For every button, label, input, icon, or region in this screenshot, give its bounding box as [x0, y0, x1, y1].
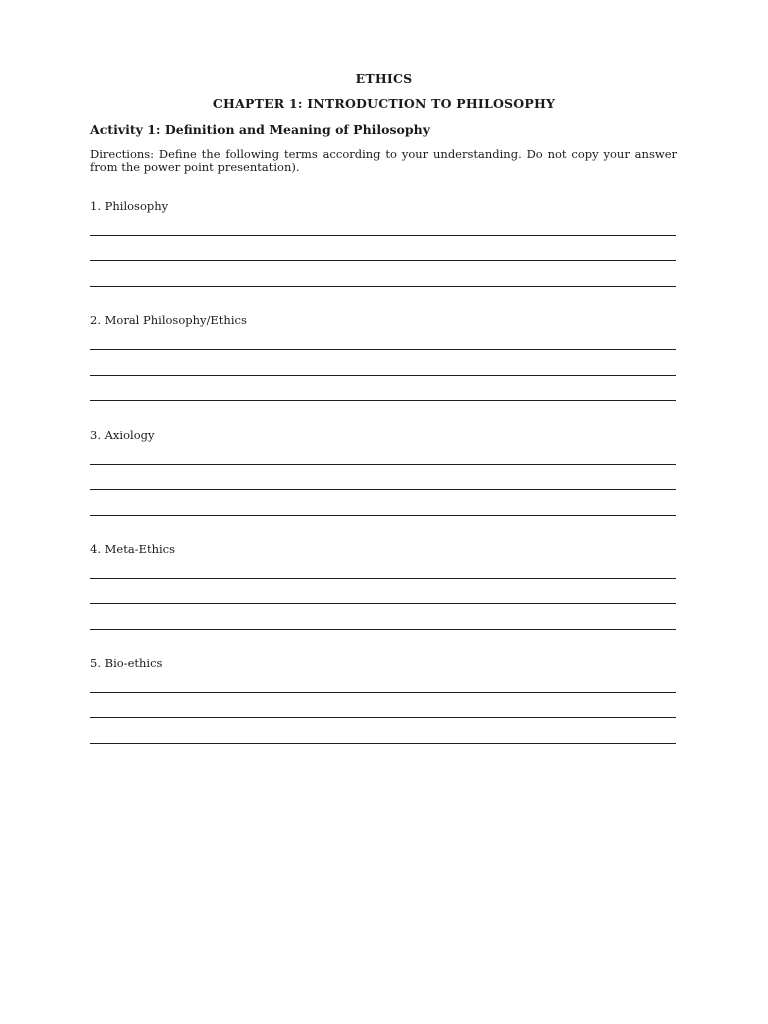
activity-heading: Activity 1: Definition and Meaning of Philosophy — [90, 122, 430, 137]
answer-line[interactable] — [90, 489, 676, 490]
chapter-heading: CHAPTER 1: INTRODUCTION TO PHILOSOPHY — [212, 96, 556, 111]
item-label-moral-philosophy: 2. Moral Philosophy/Ethics — [90, 313, 247, 327]
answer-line[interactable] — [90, 603, 676, 604]
answer-line[interactable] — [90, 578, 676, 579]
answer-line[interactable] — [90, 515, 676, 516]
directions-text: Directions: Define the following terms according to your understanding. Do not copy your answer from the power point presentation). — [90, 147, 677, 174]
answer-line[interactable] — [90, 692, 676, 693]
item-label-bio-ethics: 5. Bio-ethics — [90, 656, 163, 670]
answer-line[interactable] — [90, 375, 676, 376]
answer-line[interactable] — [90, 629, 676, 630]
item-label-meta-ethics: 4. Meta-Ethics — [90, 542, 176, 556]
document-title: ETHICS — [355, 71, 413, 86]
answer-line[interactable] — [90, 464, 676, 465]
answer-line[interactable] — [90, 286, 676, 287]
answer-line[interactable] — [90, 717, 676, 718]
item-label-axiology: 3. Axiology — [90, 428, 155, 442]
answer-line[interactable] — [90, 260, 676, 261]
answer-line[interactable] — [90, 743, 676, 744]
item-label-philosophy: 1. Philosophy — [90, 199, 169, 213]
answer-line[interactable] — [90, 400, 676, 401]
answer-line[interactable] — [90, 349, 676, 350]
answer-line[interactable] — [90, 235, 676, 236]
